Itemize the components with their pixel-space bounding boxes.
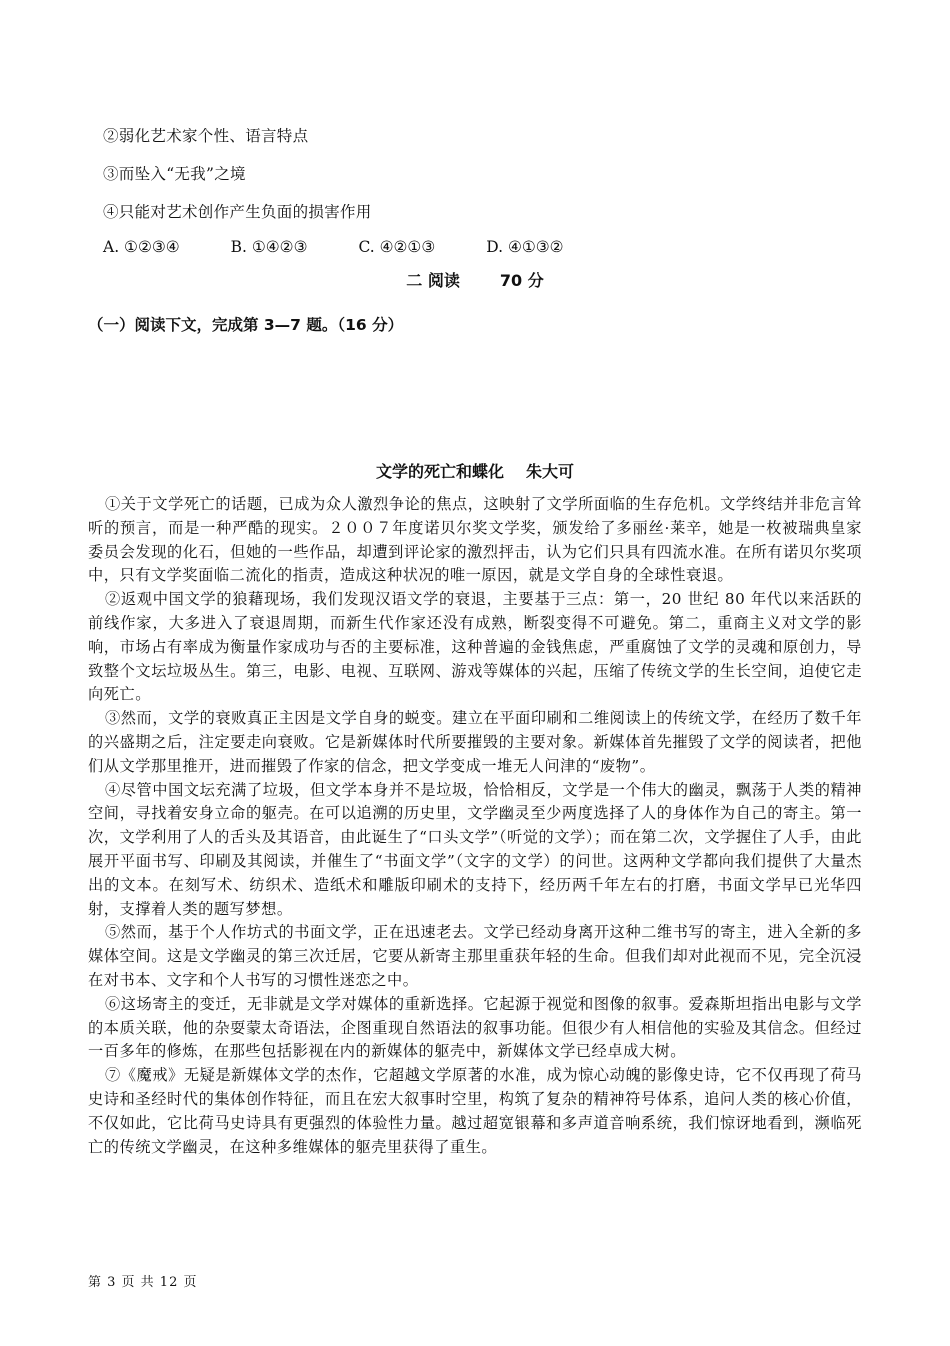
paragraph-5: ⑤然而，基于个人作坊式的书面文学，正在迅速老去。文学已经动身离开这种二维书写的寄主，进入全新的多媒体空间。这是文学幽灵的第三次迁居，它要从新寄主那里重获年轻的生命。但我们却对此视而不见，完全沉浸在对书本、文字和个人书写的习惯性迷恋之中。 [88,923,862,989]
choice-a: A. ①②③④ [103,238,180,256]
section-heading [0,268,950,291]
article-heading [0,459,950,482]
paragraph-4: ④尽管中国文坛充满了垃圾，但文学本身并不是垃圾，恰恰相反，文学是一个伟大的幽灵，飘荡于人类的精神空间，寻找着安身立命的躯壳。在可以追溯的历史里，文学幽灵至少两度选择了人的身体作为自己的寄主。第一次，文学利用了人的舌头及其语音，由此诞生了“口头文学”（听觉的文学）；而在第二次，文学握住了人手，由此展开平面书写、印刷及其阅读，并催生了“书面文学”（文字的文学）的问世。这两种文学都向我们提供了大量杰出的文本。在刻写术、纺织术、造纸术和雕版印刷术的支持下，经历两千年左右的打磨，书面文学早已光华四射，支撑着人类的题写梦想。 [88,780,862,918]
article-title: 文学的死亡和蝶化 [375,462,504,481]
option-3: ③而坠入“无我”之境 [103,165,246,183]
paragraph-3: ③然而，文学的衰败真正主因是文学自身的蜕变。建立在平面印刷和二维阅读上的传统文学，在经历了数千年的兴盛期之后，注定要走向衰败。它是新媒体时代所要摧毁的主要对象。新媒体首先摧毁了文学的阅读者，把他们从文学那里推开，进而摧毁了作家的信念，把文学变成一堆无人问津的“废物”。 [88,709,862,775]
choice-d: D. ④①③② [486,238,564,256]
section-title: 二 阅读 [406,271,460,290]
article-body [88,493,862,1159]
section-score: 70 分 [499,271,544,290]
paragraph-6: ⑥这场寄主的变迁，无非就是文学对媒体的重新选择。它起源于视觉和图像的叙事。爱森斯坦指出电影与文学的本质关联，他的杂耍蒙太奇语法，企图重现自然语法的叙事功能。但很少有人相信他的实验及其信念。但经过一百多年的修炼，在那些包括影视在内的新媒体的躯壳中，新媒体文学已经卓成大树。 [88,994,862,1061]
page-footer: 第 3 页 共 12 页 [88,1275,198,1290]
answer-choices [103,238,615,256]
option-2: ②弱化艺术家个性、语言特点 [103,127,309,145]
option-4: ④只能对艺术创作产生负面的损害作用 [103,203,372,221]
choice-c: C. ④②①③ [358,238,436,256]
paragraph-2: ②返观中国文学的狼藉现场，我们发现汉语文学的衰退，主要基于三点：第一，20 世纪 80 年代以来活跃的前线作家，大多进入了衰退周期，而新生代作家还没有成熟，断裂变得不可避免。第二，重商主义对文学的影响，市场占有率成为衡量作家成功与否的主要标准，这种普遍的金钱焦虑，严重腐蚀了文学的灵魂和原创力，导致整个文坛垃圾丛生。第三，电影、电视、互联网、游戏等媒体的兴起，压缩了传统文学的生长空间，迫使它走向死亡。 [88,590,862,704]
paragraph-7: ⑦《魔戒》无疑是新媒体文学的杰作，它超越文学原著的水准，成为惊心动魄的影像史诗，它不仅再现了荷马史诗和圣经时代的集体创作特征，而且在宏大叙事时空里，构筑了复杂的精神符号体系，追问人类的核心价值，不仅如此，它比荷马史诗具有更强烈的体验性力量。越过超宽银幕和多声道音响系统，我们惊讶地看到，濒临死亡的传统文学幽灵，在这种多维媒体的躯壳里获得了重生。 [88,1066,862,1156]
article-author: 朱大可 [526,462,575,481]
reading-instruction: （一）阅读下文，完成第 3—7 题。（16 分） [88,316,404,334]
paragraph-1: ①关于文学死亡的话题，已成为众人激烈争论的焦点，这映射了文学所面临的生存危机。文学终结并非危言耸听的预言，而是一种严酷的现实。２００７年度诺贝尔奖文学奖，颁发给了多丽丝·莱辛，她是一枚被瑞典皇家委员会发现的化石，但她的一些作品，却遭到评论家的激烈抨击，认为它们只具有四流水准。在所有诺贝尔奖项中，只有文学奖面临二流化的指责，造成这种状况的唯一原因，就是文学自身的全球性衰退。 [88,495,862,585]
choice-b: B. ①④②③ [230,238,308,256]
